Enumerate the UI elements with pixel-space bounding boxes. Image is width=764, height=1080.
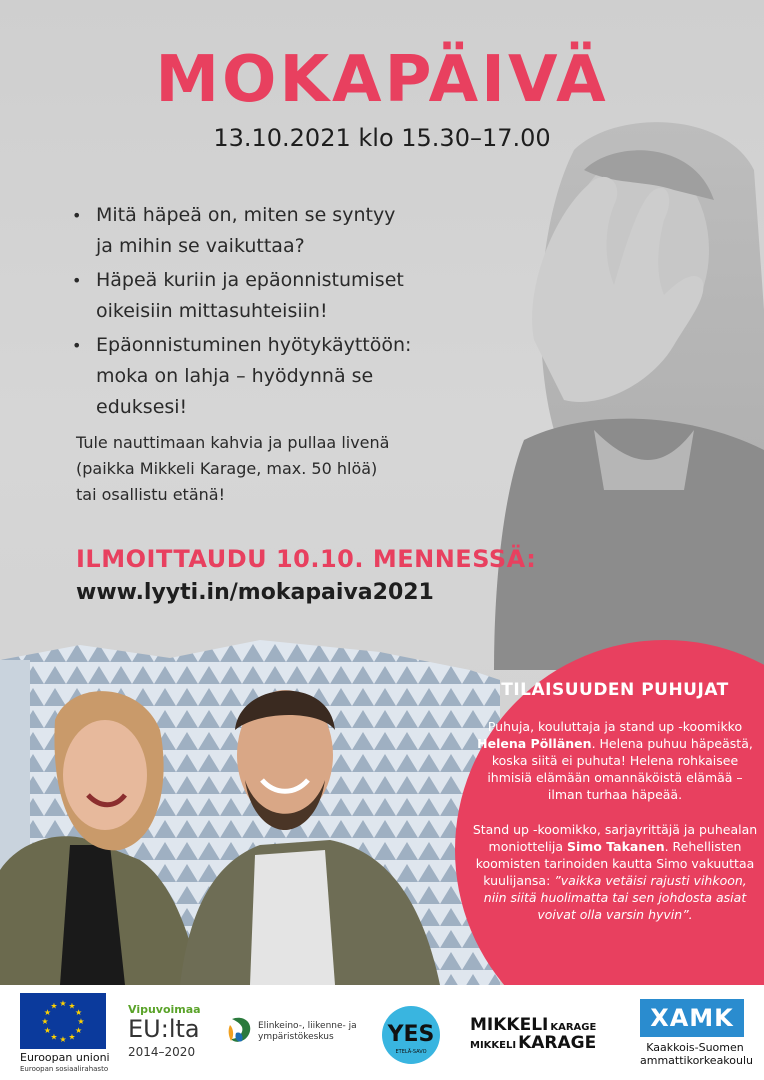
speaker-name: Helena Pöllänen	[477, 736, 592, 751]
eu-star-icon: ★	[68, 1001, 76, 1011]
event-datetime: 13.10.2021 klo 15.30–17.00	[213, 124, 551, 152]
topic-list	[70, 200, 490, 426]
eu-star-icon: ★	[43, 1008, 51, 1017]
yes-logo-subtext: ETELÄ-SAVO	[395, 1049, 427, 1055]
ely-name: Elinkeino-, liikenne- ja ympäristökeskus	[258, 1021, 357, 1042]
topic-item	[70, 265, 490, 327]
eu-flag-icon	[20, 993, 106, 1049]
bio-text: . Helena puhuu häpeästä, koska siitä ei puhuta! Helena rohkaisee ihmisiä elämään omannäköistä elämää – ilman turhaa häpeää.	[487, 736, 753, 802]
background-woman-image	[464, 110, 764, 670]
speakers-photo	[0, 640, 500, 985]
intro-line: (paikka Mikkeli Karage, max. 50 hlöä)	[76, 459, 378, 478]
eu-name: Euroopan unioni	[20, 1051, 110, 1064]
mikkeli-line-2	[470, 1035, 620, 1053]
bullet-icon: •	[72, 206, 82, 225]
speaker-helena-bio	[470, 718, 760, 803]
speakers-section	[470, 680, 760, 941]
topic-line: moka on lahja – hyödynnä se	[96, 365, 374, 387]
eu-star-icon: ★	[43, 1026, 51, 1035]
speakers-heading: TILAISUUDEN PUHUJAT	[501, 680, 729, 700]
topic-line: Häpeä kuriin ja epäonnistumiset	[96, 269, 404, 291]
bio-text: . Rehellisten koomisten tarinoiden kautta Simo vakuuttaa kuulijansa:	[475, 839, 755, 888]
topic-line: Epäonnistuminen hyötykäyttöön:	[96, 334, 412, 356]
intro-line: tai osallistu etänä!	[76, 485, 225, 504]
eu-fund: Euroopan sosiaalirahasto	[20, 1065, 109, 1073]
mikkeli-karage-logo	[470, 1017, 620, 1053]
topic-line: eduksesi!	[96, 396, 188, 418]
karage-word: KARAGE	[518, 1033, 597, 1053]
yes-logo-icon	[378, 1005, 444, 1065]
intro-line: Tule nauttimaan kahvia ja pullaa livenä	[76, 433, 390, 452]
eu-star-icon: ★	[50, 1032, 58, 1042]
mikkeli-word: MIKKELI	[470, 1015, 549, 1035]
mikkeli-word: MIKKELI	[470, 1040, 517, 1051]
topic-line: Mitä häpeä on, miten se syntyy	[96, 204, 396, 226]
speakers-photo-image	[0, 640, 500, 985]
bullet-icon: •	[72, 336, 82, 355]
ely-logo-icon	[228, 1015, 254, 1047]
speaker-quote: ”vaikka vetäisi rajusti vihkoon, niin siitä huolimatta tai sen johdosta asiat voivat olla varsin hyvin”.	[483, 873, 747, 922]
eu-star-icon: ★	[77, 1017, 85, 1026]
eu-star-icon: ★	[75, 1008, 83, 1017]
topic-item	[70, 330, 490, 423]
karage-word: KARAGE	[550, 1022, 597, 1033]
registration-link[interactable]: www.lyyti.in/mokapaiva2021	[76, 580, 434, 605]
bio-text: Stand up -koomikko, sarjayrittäjä ja puhealan moniottelija	[472, 822, 758, 854]
registration-heading: ILMOITTAUDU 10.10. MENNESSÄ:	[76, 545, 537, 573]
xamk-logo: XAMK	[640, 999, 744, 1037]
eu-star-icon: ★	[59, 999, 67, 1008]
bullet-icon: •	[72, 271, 82, 290]
vipuvoimaa-years: 2014–2020	[128, 1045, 196, 1059]
topic-line: ja mihin se vaikuttaa?	[96, 235, 305, 257]
xamk-name: Kaakkois-Suomen ammattikorkeakoulu	[640, 1041, 754, 1067]
partner-logos	[0, 985, 764, 1080]
speaker-name: Simo Takanen	[566, 839, 665, 854]
eu-star-icon: ★	[59, 1035, 67, 1044]
vipuvoimaa-main: EU:lta	[128, 1015, 200, 1043]
topic-line: oikeisiin mittasuhteisiin!	[96, 300, 328, 322]
eu-star-icon: ★	[68, 1032, 76, 1042]
intro-text	[76, 430, 476, 508]
eu-star-icon: ★	[41, 1017, 49, 1026]
speaker-simo-bio	[470, 821, 760, 923]
eu-star-icon: ★	[75, 1026, 83, 1035]
topic-item	[70, 200, 490, 262]
yes-logo-text: YES	[387, 1022, 435, 1047]
bio-text: Puhuja, kouluttaja ja stand up -koomikko	[487, 719, 743, 734]
vipuvoimaa-label: Vipuvoimaa	[128, 1003, 201, 1016]
page-title: MOKAPÄIVÄ	[155, 43, 609, 117]
eu-star-icon: ★	[50, 1001, 58, 1011]
